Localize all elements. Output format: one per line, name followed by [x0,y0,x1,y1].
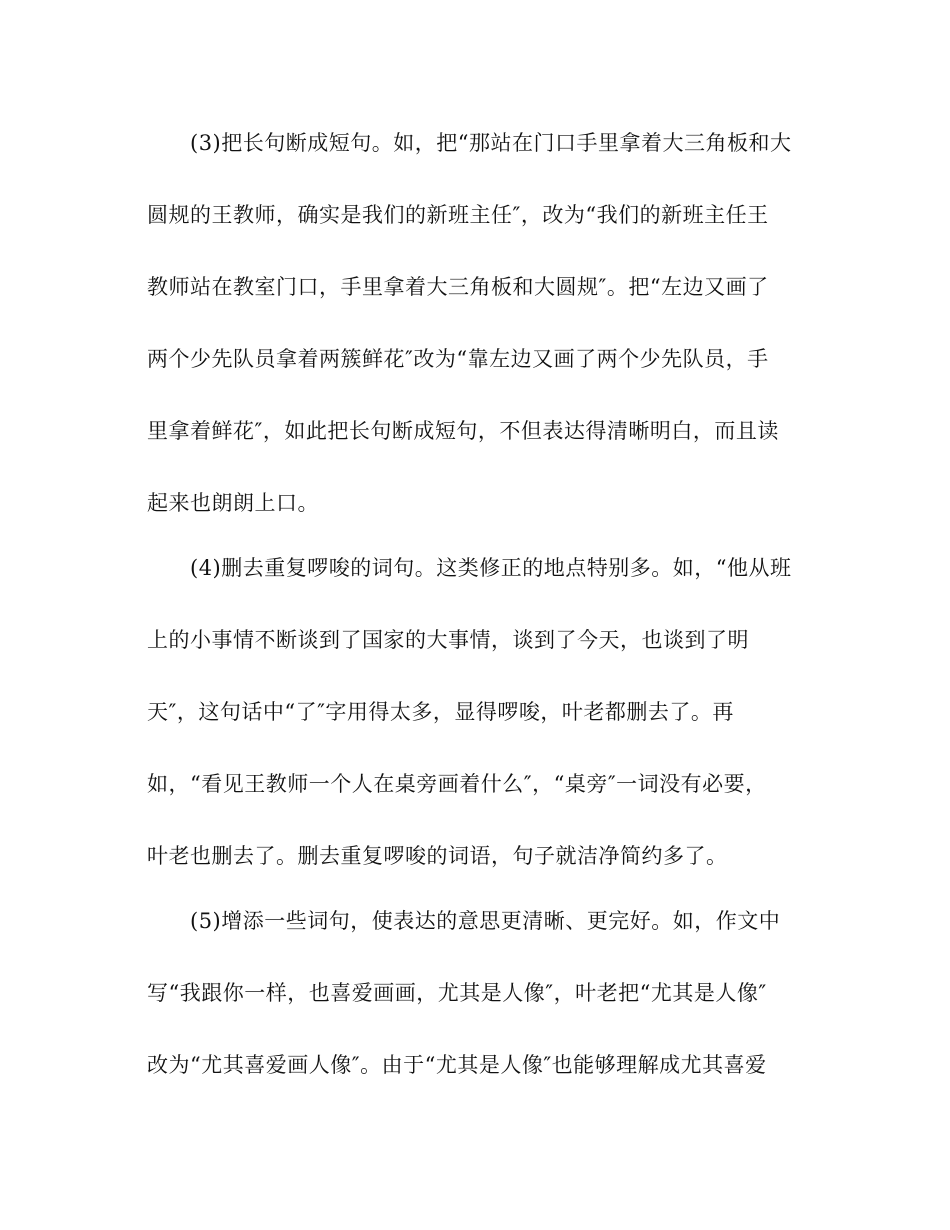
paragraph-line: 圆规的王教师，确实是我们的新班主任″，改为“我们的新班主任王 [147,203,769,227]
paragraph-line: 两个少先队员拿着两簇鲜花″改为“靠左边又画了两个少先队员，手 [147,347,769,371]
paragraph-line: 天″，这句话中“了″字用得太多，显得啰唆，叶老都删去了。再 [147,700,734,724]
paragraph-line: 里拿着鲜花″，如此把长句断成短句，不但表达得清晰明白，而且读 [147,419,779,443]
paragraph-line: 如，“看见王教师一个人在桌旁画着什么″，“桌旁″一词没有必要， [147,772,767,796]
paragraph-line: (5)增添一些词句，使表达的意思更清晰、更完好。如，作文中 [190,909,781,933]
paragraph-line: 教师站在教室门口，手里拿着大三角板和大圆规″。把“左边又画了 [147,275,769,299]
paragraph-line: 写“我跟你一样，也喜爱画画，尤其是人像″，叶老把“尤其是人像″ [147,981,767,1005]
paragraph-line: 叶老也删去了。删去重复啰唆的词语，句子就洁净简约多了。 [147,844,728,868]
paragraph-line: 改为“尤其喜爱画人像″。由于“尤其是人像″也能够理解成尤其喜爱 [147,1053,767,1077]
paragraph-line: 上的小事情不断谈到了国家的大事情，谈到了今天，也谈到了明 [147,628,749,652]
paragraph-line: (3)把长句断成短句。如，把“那站在门口手里拿着大三角板和大 [190,131,792,155]
paragraph-line: (4)删去重复啰唆的词句。这类修正的地点特别多。如，“他从班 [190,556,792,580]
paragraph-line: 起来也朗朗上口。 [147,491,319,515]
